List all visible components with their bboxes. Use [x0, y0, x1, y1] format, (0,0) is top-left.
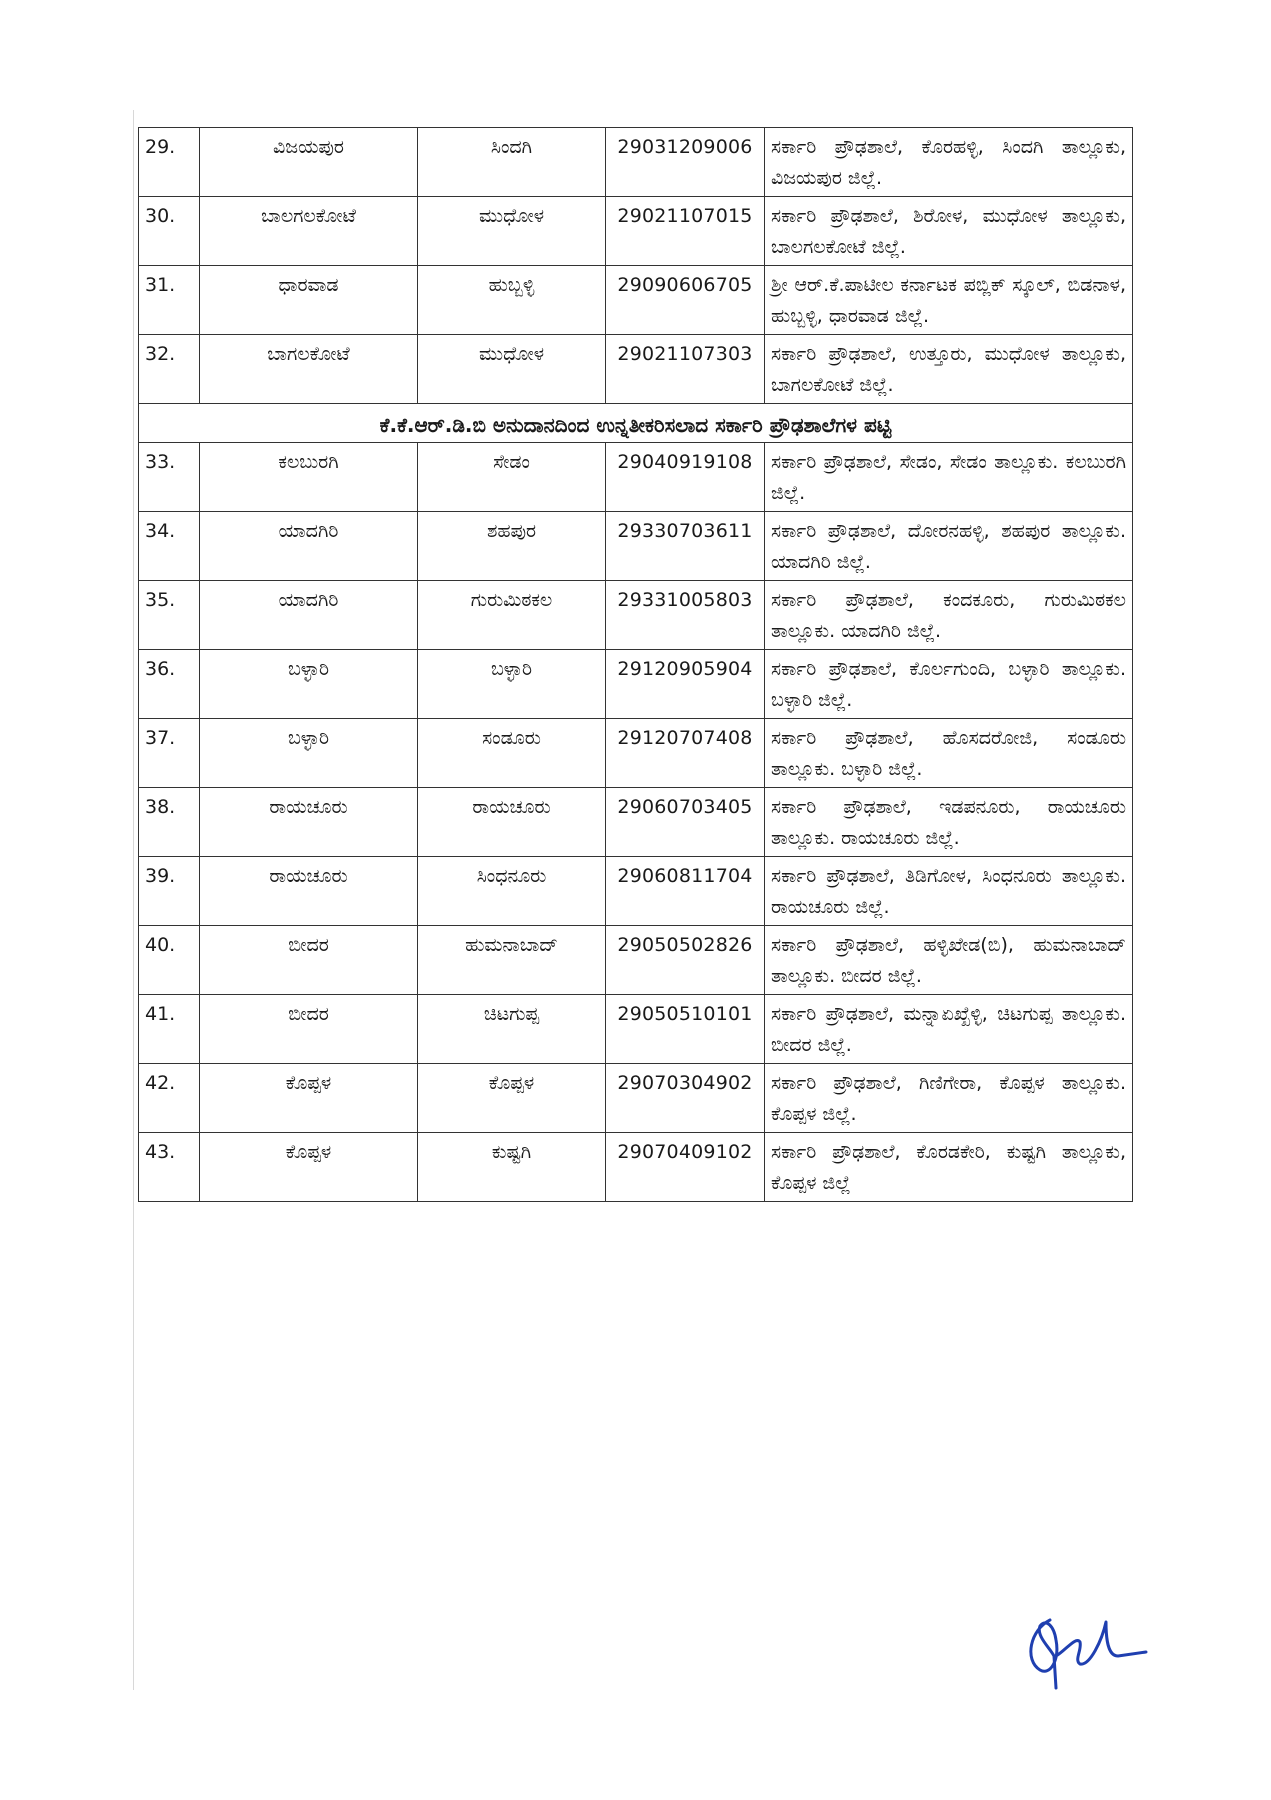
table-row	[139, 443, 1133, 512]
page-margin-line	[133, 110, 134, 1690]
district-cell: ಬಾಗಲಕೋಟೆ	[200, 335, 418, 404]
serial-number: 41.	[139, 995, 200, 1064]
district-cell: ಕೊಪ್ಪಳ	[200, 1133, 418, 1202]
school-code-cell: 29031209006	[606, 128, 765, 197]
table-row	[139, 1133, 1133, 1202]
taluk-cell: ಕುಷ್ಟಗಿ	[418, 1133, 606, 1202]
district-cell: ಬೀದರ	[200, 995, 418, 1064]
school-code-cell: 29060811704	[606, 857, 765, 926]
school-address-cell: ಸರ್ಕಾರಿ ಪ್ರೌಢಶಾಲೆ, ಸೇಡಂ, ಸೇಡಂ ತಾಲ್ಲೂಕು. ಕಲಬುರಗಿ ಜಿಲ್ಲೆ.	[765, 443, 1133, 512]
table-section-heading	[139, 404, 1133, 443]
table-row	[139, 335, 1133, 404]
serial-number: 34.	[139, 512, 200, 581]
school-address-cell: ಸರ್ಕಾರಿ ಪ್ರೌಢಶಾಲೆ, ದೋರನಹಳ್ಳಿ, ಶಹಪುರ ತಾಲ್ಲೂಕು. ಯಾದಗಿರಿ ಜಿಲ್ಲೆ.	[765, 512, 1133, 581]
serial-number: 43.	[139, 1133, 200, 1202]
serial-number: 38.	[139, 788, 200, 857]
taluk-cell: ಚಿಟಗುಪ್ಪ	[418, 995, 606, 1064]
district-cell: ಬಾಲಗಲಕೋಟೆ	[200, 197, 418, 266]
district-cell: ಯಾದಗಿರಿ	[200, 512, 418, 581]
taluk-cell: ಹುಬ್ಬಳ್ಳಿ	[418, 266, 606, 335]
district-cell: ರಾಯಚೂರು	[200, 857, 418, 926]
serial-number: 39.	[139, 857, 200, 926]
taluk-cell: ಕೊಪ್ಪಳ	[418, 1064, 606, 1133]
school-code-cell: 29050510101	[606, 995, 765, 1064]
signature	[1010, 1600, 1150, 1710]
district-cell: ಕಲಬುರಗಿ	[200, 443, 418, 512]
table-row	[139, 197, 1133, 266]
school-address-cell: ಶ್ರೀ ಆರ್.ಕೆ.ಪಾಟೀಲ ಕರ್ನಾಟಕ ಪಬ್ಲಿಕ್ ಸ್ಕೂಲ್, ಬಿಡನಾಳ, ಹುಬ್ಬಳ್ಳಿ, ಧಾರವಾಡ ಜಿಲ್ಲೆ.	[765, 266, 1133, 335]
district-cell: ವಿಜಯಪುರ	[200, 128, 418, 197]
serial-number: 32.	[139, 335, 200, 404]
school-code-cell: 29050502826	[606, 926, 765, 995]
school-address-cell: ಸರ್ಕಾರಿ ಪ್ರೌಢಶಾಲೆ, ಹಳ್ಳಿಖೇಡ(ಬಿ), ಹುಮನಾಬಾದ್ ತಾಲ್ಲೂಕು. ಬೀದರ ಜಿಲ್ಲೆ.	[765, 926, 1133, 995]
school-address-cell: ಸರ್ಕಾರಿ ಪ್ರೌಢಶಾಲೆ, ಮನ್ನಾಏಖ್ಖೆಳ್ಳಿ, ಚಿಟಗುಪ್ಪ ತಾಲ್ಲೂಕು. ಬೀದರ ಜಿಲ್ಲೆ.	[765, 995, 1133, 1064]
table-row	[139, 788, 1133, 857]
table-section-a	[139, 128, 1133, 404]
taluk-cell: ಸೇಡಂ	[418, 443, 606, 512]
serial-number: 36.	[139, 650, 200, 719]
school-address-cell: ಸರ್ಕಾರಿ ಪ್ರೌಢಶಾಲೆ, ಉತ್ತೂರು, ಮುಧೋಳ ತಾಲ್ಲೂಕು, ಬಾಗಲಕೋಟೆ ಜಿಲ್ಲೆ.	[765, 335, 1133, 404]
table-row	[139, 128, 1133, 197]
school-code-cell: 29120707408	[606, 719, 765, 788]
school-code-cell: 29331005803	[606, 581, 765, 650]
taluk-cell: ಮುಧೋಳ	[418, 335, 606, 404]
table-row	[139, 995, 1133, 1064]
taluk-cell: ರಾಯಚೂರು	[418, 788, 606, 857]
taluk-cell: ಹುಮನಾಬಾದ್	[418, 926, 606, 995]
serial-number: 42.	[139, 1064, 200, 1133]
school-code-cell: 29090606705	[606, 266, 765, 335]
table-row	[139, 581, 1133, 650]
serial-number: 31.	[139, 266, 200, 335]
serial-number: 30.	[139, 197, 200, 266]
serial-number: 35.	[139, 581, 200, 650]
table-section-b	[139, 443, 1133, 1202]
taluk-cell: ಸಿಂದಗಿ	[418, 128, 606, 197]
school-code-cell: 29021107303	[606, 335, 765, 404]
taluk-cell: ಶಹಪುರ	[418, 512, 606, 581]
school-list-table	[138, 127, 1133, 1202]
school-address-cell: ಸರ್ಕಾರಿ ಪ್ರೌಢಶಾಲೆ, ಹೊಸದರೋಜಿ, ಸಂಡೂರು ತಾಲ್ಲೂಕು. ಬಳ್ಳಾರಿ ಜಿಲ್ಲೆ.	[765, 719, 1133, 788]
serial-number: 29.	[139, 128, 200, 197]
district-cell: ಬೀದರ	[200, 926, 418, 995]
district-cell: ಬಳ್ಳಾರಿ	[200, 719, 418, 788]
section-heading: ಕೆ.ಕೆ.ಆರ್.ಡಿ.ಬಿ ಅನುದಾನದಿಂದ ಉನ್ನತೀಕರಿಸಲಾದ ಸರ್ಕಾರಿ ಪ್ರೌಢಶಾಲೆಗಳ ಪಟ್ಟಿ	[139, 404, 1133, 443]
school-code-cell: 29120905904	[606, 650, 765, 719]
district-cell: ಕೊಪ್ಪಳ	[200, 1064, 418, 1133]
table-row	[139, 650, 1133, 719]
school-address-cell: ಸರ್ಕಾರಿ ಪ್ರೌಢಶಾಲೆ, ಗಿಣಿಗೇರಾ, ಕೊಪ್ಪಳ ತಾಲ್ಲೂಕು. ಕೊಪ್ಪಳ ಜಿಲ್ಲೆ.	[765, 1064, 1133, 1133]
school-address-cell: ಸರ್ಕಾರಿ ಪ್ರೌಢಶಾಲೆ, ಕಂದಕೂರು, ಗುರುಮಿಠಕಲ ತಾಲ್ಲೂಕು. ಯಾದಗಿರಿ ಜಿಲ್ಲೆ.	[765, 581, 1133, 650]
taluk-cell: ಗುರುಮಿಠಕಲ	[418, 581, 606, 650]
serial-number: 40.	[139, 926, 200, 995]
district-cell: ಧಾರವಾಡ	[200, 266, 418, 335]
table-row	[139, 719, 1133, 788]
school-code-cell: 29060703405	[606, 788, 765, 857]
table-row	[139, 926, 1133, 995]
district-cell: ಬಳ್ಳಾರಿ	[200, 650, 418, 719]
district-cell: ಯಾದಗಿರಿ	[200, 581, 418, 650]
school-address-cell: ಸರ್ಕಾರಿ ಪ್ರೌಢಶಾಲೆ, ಶಿರೋಳ, ಮುಧೋಳ ತಾಲ್ಲೂಕು, ಬಾಲಗಲಕೋಟೆ ಜಿಲ್ಲೆ.	[765, 197, 1133, 266]
school-code-cell: 29021107015	[606, 197, 765, 266]
serial-number: 37.	[139, 719, 200, 788]
section-heading-row	[139, 404, 1133, 443]
school-address-cell: ಸರ್ಕಾರಿ ಪ್ರೌಢಶಾಲೆ, ಕೊರಹಳ್ಳಿ, ಸಿಂದಗಿ ತಾಲ್ಲೂಕು, ವಿಜಯಪುರ ಜಿಲ್ಲೆ.	[765, 128, 1133, 197]
school-address-cell: ಸರ್ಕಾರಿ ಪ್ರೌಢಶಾಲೆ, ಕೊರಡಕೇರಿ, ಕುಷ್ಟಗಿ ತಾಲ್ಲೂಕು, ಕೊಪ್ಪಳ ಜಿಲ್ಲೆ	[765, 1133, 1133, 1202]
school-address-cell: ಸರ್ಕಾರಿ ಪ್ರೌಢಶಾಲೆ, ತಿಡಿಗೋಳ, ಸಿಂಧನೂರು ತಾಲ್ಲೂಕು. ರಾಯಚೂರು ಜಿಲ್ಲೆ.	[765, 857, 1133, 926]
table-row	[139, 512, 1133, 581]
taluk-cell: ಸಿಂಧನೂರು	[418, 857, 606, 926]
table-row	[139, 266, 1133, 335]
school-code-cell: 29070304902	[606, 1064, 765, 1133]
table-row	[139, 857, 1133, 926]
table-row	[139, 1064, 1133, 1133]
taluk-cell: ಸಂಡೂರು	[418, 719, 606, 788]
school-code-cell: 29070409102	[606, 1133, 765, 1202]
school-code-cell: 29330703611	[606, 512, 765, 581]
taluk-cell: ಬಳ್ಳಾರಿ	[418, 650, 606, 719]
serial-number: 33.	[139, 443, 200, 512]
school-address-cell: ಸರ್ಕಾರಿ ಪ್ರೌಢಶಾಲೆ, ಇಡಪನೂರು, ರಾಯಚೂರು ತಾಲ್ಲೂಕು. ರಾಯಚೂರು ಜಿಲ್ಲೆ.	[765, 788, 1133, 857]
school-address-cell: ಸರ್ಕಾರಿ ಪ್ರೌಢಶಾಲೆ, ಕೊರ್ಲಗುಂದಿ, ಬಳ್ಳಾರಿ ತಾಲ್ಲೂಕು. ಬಳ್ಳಾರಿ ಜಿಲ್ಲೆ.	[765, 650, 1133, 719]
school-code-cell: 29040919108	[606, 443, 765, 512]
taluk-cell: ಮುಧೋಳ	[418, 197, 606, 266]
district-cell: ರಾಯಚೂರು	[200, 788, 418, 857]
